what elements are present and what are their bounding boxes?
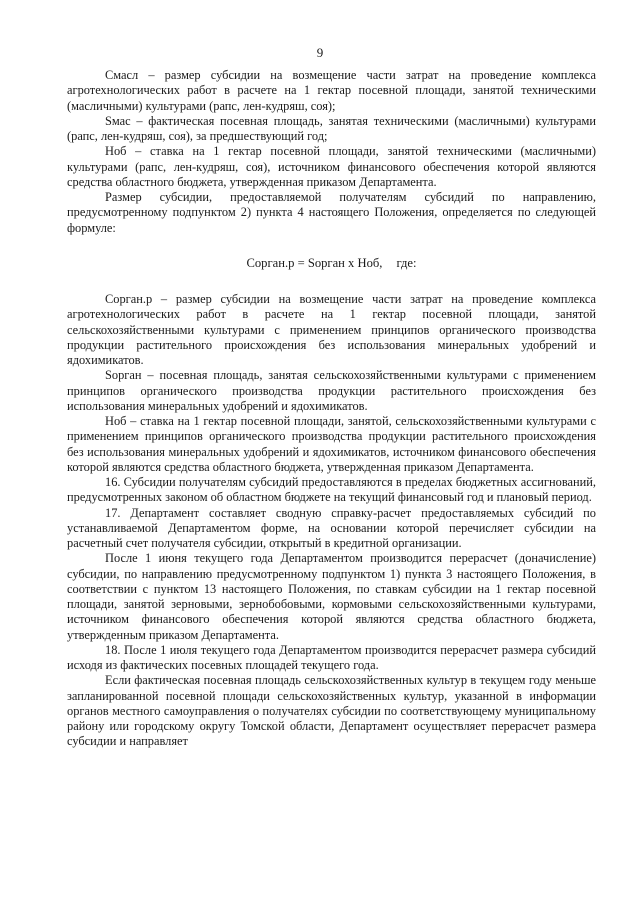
definition-nob-oilseed: Ноб – ставка на 1 гектар посевной площади, занятой техническими (масличными) культурами (рапс, лен-кудряш, соя), источником финансового обеспечения которой являются средства областного бюджета, утвержденная приказом Департамента. <box>67 144 596 189</box>
subsidy-size-paragraph: Размер субсидии, предоставляемой получателям субсидий по направлению, предусмотренному подпунктом 2) пункта 4 настоящего Положения, определяется по следующей формуле: <box>67 190 596 235</box>
document-body <box>67 68 596 750</box>
clause-16: 16. Субсидии получателям субсидий предоставляются в пределах бюджетных ассигнований, предусмотренных законом об областном бюджете на текущий финансовый год и плановый период. <box>67 475 596 505</box>
definition-sorgan-r: Сорган.р – размер субсидии на возмещение части затрат на проведение комплекса агротехнологических работ в расчете на 1 гектар посевной площади, занятой сельскохозяйственными культурами с применением принципов органического производства продукции растительного происхождения без использования минеральных удобрений и ядохимикатов. <box>67 292 596 367</box>
definition-sorgan: Sорган – посевная площадь, занятая сельскохозяйственными культурами с применением принципов органического производства продукции растительного происхождения без использования минеральных удобрений и ядохимикатов. <box>67 368 596 413</box>
definition-smas: Sмас – фактическая посевная площадь, занятая техническими (масличными) культурами (рапс, лен-кудряш, соя), за предшествующий год; <box>67 113 596 143</box>
formula-expression: Сорган.р = Sорган x Ноб, <box>246 255 383 270</box>
page-number: 9 <box>316 45 324 60</box>
formula-where: где: <box>396 255 417 270</box>
clause-18: 18. После 1 июля текущего года Департаментом производится перерасчет размера субсидий исходя из фактических посевных площадей текущего года. <box>67 642 596 672</box>
definition-nob-organic: Ноб – ставка на 1 гектар посевной площади, занятой, сельскохозяйственными культурами с применением принципов органического производства продукции растительного происхождения без использования минеральных удобрений и ядохимикатов, источником финансового обеспечения которой являются средства областного бюджета, утвержденная приказом Департамента. <box>67 414 596 474</box>
definition-smasl: Смасл – размер субсидии на возмещение части затрат на проведение комплекса агротехнологических работ в расчете на 1 гектар посевной площади, занятой техническими (масличными) культурами (рапс, лен-кудряш, соя); <box>67 68 596 113</box>
clause-17: 17. Департамент составляет сводную справку-расчет предоставляемых субсидий по устанавливаемой Департаментом форме, на основании которой перечисляет субсидии на расчетный счет получателя субсидии, открытый в кредитной организации. <box>67 505 596 550</box>
actual-area-paragraph: Если фактическая посевная площадь сельскохозяйственных культур в текущем году меньше запланированной посевной площади сельскохозяйственных культур, указанной в информации органов местного самоуправления о получателях субсидии по соответствующему муниципальному району или городскому округу Томской области, Департамент осуществляет перерасчет размера субсидии и направляет <box>67 673 596 749</box>
formula <box>67 256 596 271</box>
recalculation-june-paragraph: После 1 июня текущего года Департаментом производится перерасчет (доначисление) субсидии, по направлению предусмотренному подпунктом 1) пункта 3 настоящего Положения, в соответствии с пунктом 13 настоящего Положения, по ставкам субсидии на 1 гектар посевной площади, занятой зерновыми, зернобобовыми, кормовыми сельскохозяйственными культурами, источником финансового обеспечения которой являются средства областного бюджета, утвержденным приказом Департамента. <box>67 551 596 642</box>
